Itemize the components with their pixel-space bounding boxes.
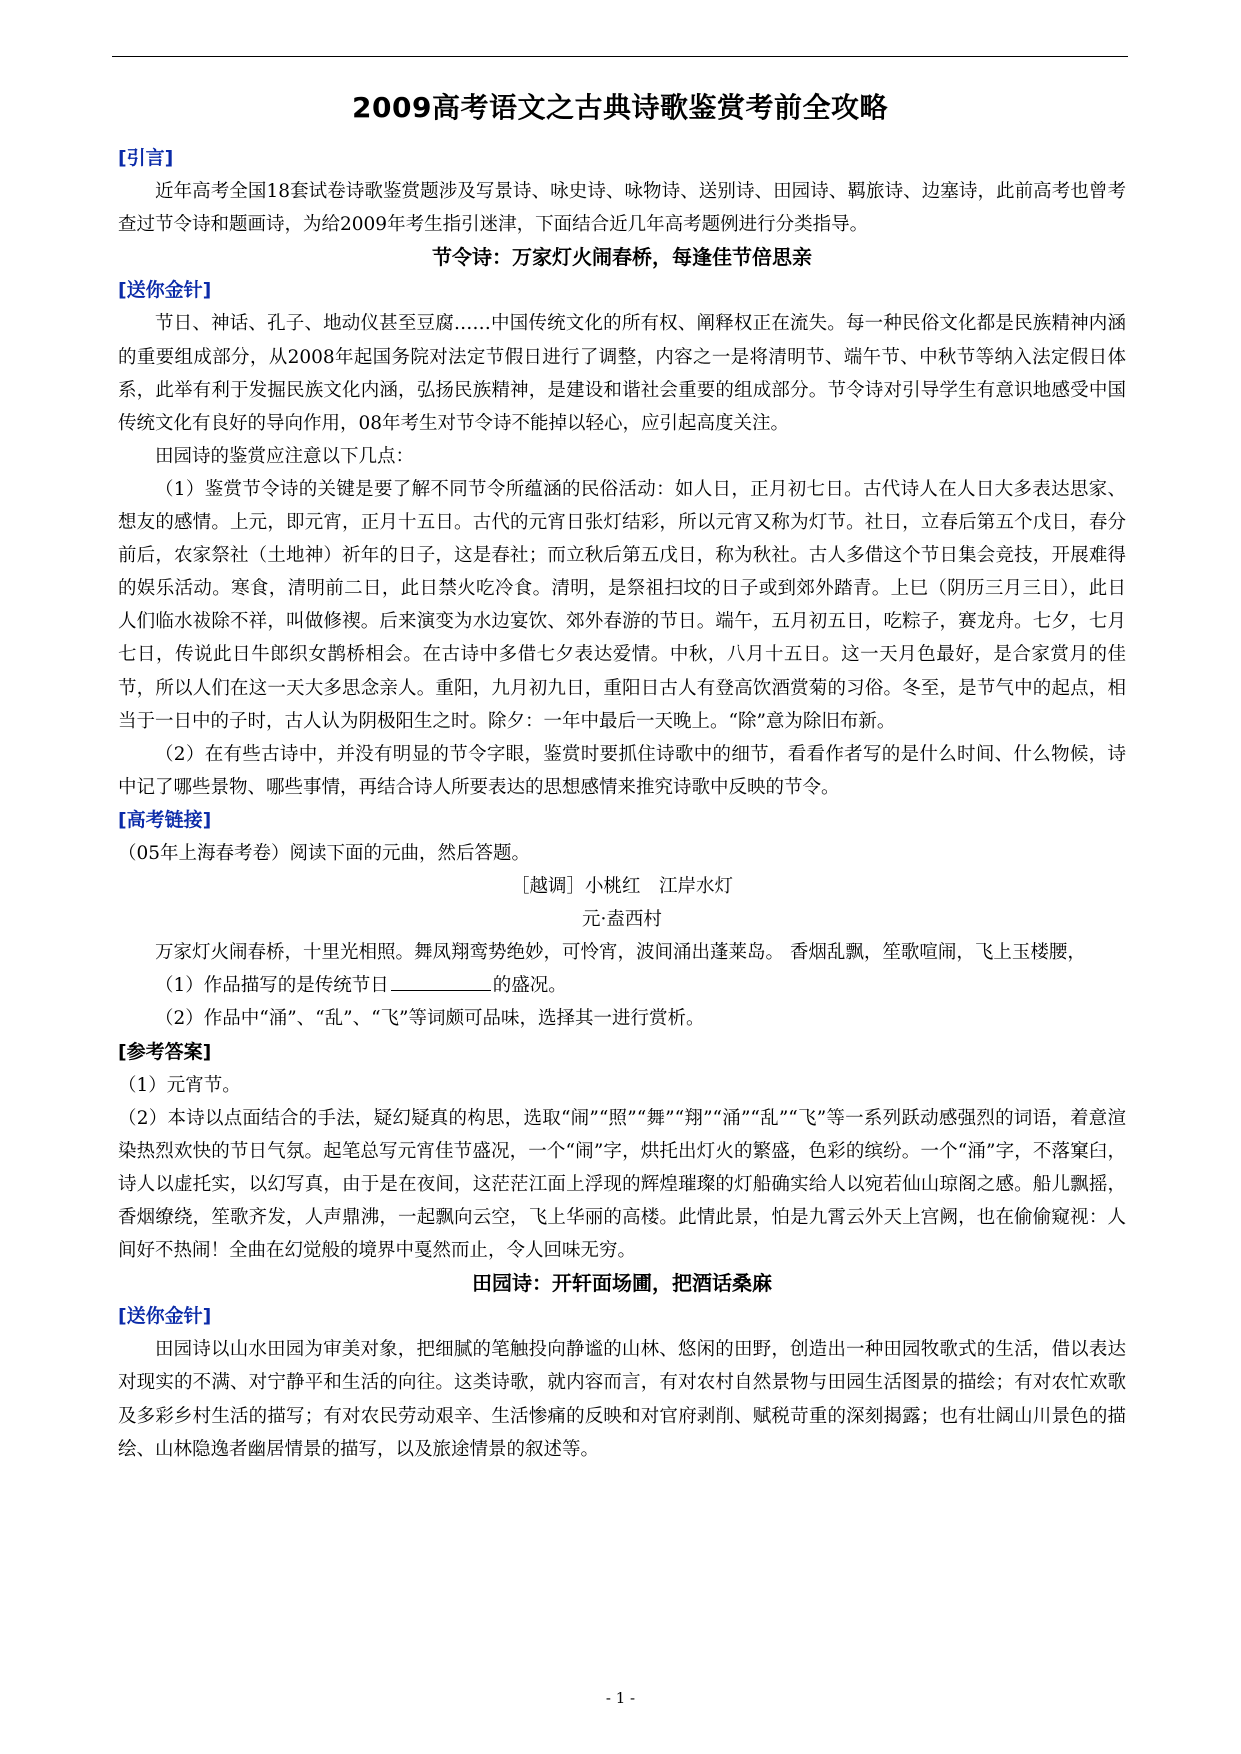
section1-tip-paragraph: 田园诗的鉴赏应注意以下几点： bbox=[155, 445, 415, 467]
intro-marker-label: [引言] bbox=[118, 147, 174, 169]
section1-link-marker-label: [高考链接] bbox=[118, 808, 212, 831]
section1-tip-paragraph: （1）鉴赏节令诗的关键是要了解不同节令所蕴涵的民俗活动：如人日，正月初七日。古代诗人在人日大多表达思家、想友的感情。上元，即元宵，正月十五日。古代的元宵日张灯结彩，所以元宵又称为灯节。社日，立春后第五个戊日，春分前后，农家祭社（土地神）祈年的日子，这是春社；而立秋后第五戊日，称为秋社。古人多借这个节日集会竞技，开展难得的娱乐活动。寒食，清明前二日，此日禁火吃冷食。清明，是祭祖扫坟的日子或到郊外踏青。上巳（阴历三月三日），此日人们临水祓除不祥，叫做修禊。后来演变为水边宴饮、郊外春游的节日。端午，五月初五日，吃粽子，赛龙舟。七夕，七月七日，传说此日牛郎织女鹊桥相会。在古诗中多借七夕表达爱情。中秋，八月十五日。这一天月色最好，是合家赏月的佳节，所以人们在这一天大多思念亲人。重阳，九月初九日，重阳日古人有登高饮酒赏菊的习俗。冬至，是节气中的起点，相当于一日中的子时，古人认为阴极阳生之时。除夕：一年中最后一天晚上。“除”意为除旧布新。 bbox=[118, 478, 1126, 732]
question-2: （2）作品中“涌”、“乱”、“飞”等词颇可品味，选择其一进行赏析。 bbox=[155, 1008, 705, 1030]
document-title: 2009高考语文之古典诗歌鉴赏考前全攻略 bbox=[352, 91, 888, 124]
answer-marker-label: [参考答案] bbox=[118, 1040, 212, 1063]
question-1 bbox=[118, 969, 1126, 1002]
section2-title: 田园诗：开轩面场圃，把酒话桑麻 bbox=[472, 1271, 772, 1296]
intro-paragraph: 近年高考全国18套试卷诗歌鉴赏题涉及写景诗、咏史诗、咏物诗、送别诗、田园诗、羁旅诗、边塞诗，此前高考也曾考查过节令诗和题画诗，为给2009年考生指引迷津，下面结合近几年高考题例进行分类指导。 bbox=[118, 181, 1126, 236]
section2-tip-marker-label: [送你金针] bbox=[118, 1305, 212, 1328]
answer-2: （2）本诗以点面结合的手法，疑幻疑真的构思，选取“闹”“照”“舞”“翔”“涌”“乱”“飞”等一系列跃动感强烈的词语，着意渲染热烈欢快的节日气氛。起笔总写元宵佳节盛况，一个“闹”字，烘托出灯火的繁盛，色彩的缤纷。一个“涌”字，不落窠臼，诗人以虚托实，以幻写真，由于是在夜间，这茫茫江面上浮现的辉煌璀璨的灯船确实给人以宛若仙山琼阁之感。船儿飘摇，香烟缭绕，笙歌齐发，人声鼎沸，一起飘向云空，飞上华丽的高楼。此情此景，怕是九霄云外天上宫阙，也在偷偷窥视：人间好不热闹！全曲在幻觉般的境界中戛然而止，令人回味无穷。 bbox=[118, 1107, 1126, 1262]
question-1-before: （1）作品描写的是传统节日 bbox=[155, 975, 389, 997]
answer-blank bbox=[391, 972, 491, 991]
poem-title: ［越调］小桃红 江岸水灯 bbox=[510, 876, 733, 898]
section1-tip-paragraph: （2）在有些古诗中，并没有明显的节令字眼，鉴赏时要抓住诗歌中的细节，看看作者写的是什么时间、什么物候，诗中记了哪些景物、哪些事情，再结合诗人所要表达的思想感情来推究诗歌中反映的节令。 bbox=[118, 743, 1126, 798]
section2-tip-marker bbox=[118, 1300, 1126, 1333]
answer-1: （1）元宵节。 bbox=[118, 1074, 241, 1096]
answer-marker bbox=[118, 1036, 1126, 1069]
section1-link-marker bbox=[118, 804, 1126, 837]
page-number: - 1 - bbox=[605, 1689, 636, 1707]
poem-text: 万家灯火闹春桥，十里光相照。舞凤翔鸾势绝妙，可怜宵，波间涌出蓬莱岛。 香烟乱飘，笙歌喧闹，飞上玉楼腰， bbox=[155, 942, 1086, 964]
question-1-after: 的盛况。 bbox=[492, 975, 567, 997]
section1-title: 节令诗：万家灯火闹春桥，每逢佳节倍思亲 bbox=[432, 245, 812, 270]
intro-marker bbox=[118, 142, 1126, 175]
section2-tip-paragraph: 田园诗以山水田园为审美对象，把细腻的笔触投向静谧的山林、悠闲的田野，创造出一种田园牧歌式的生活，借以表达对现实的不满、对宁静平和生活的向往。这类诗歌，就内容而言，有对农村自然景物与田园生活图景的描绘；有对农忙欢歌及多彩乡村生活的描写；有对农民劳动艰辛、生活惨痛的反映和对官府剥削、赋税苛重的深刻揭露；也有壮阔山川景色的描绘、山林隐逸者幽居情景的描写，以及旅途情景的叙述等。 bbox=[118, 1339, 1126, 1460]
poem-author: 元·盍西村 bbox=[582, 909, 662, 931]
section1-tip-marker-label: [送你金针] bbox=[118, 279, 212, 302]
section1-tip-marker bbox=[118, 274, 1126, 307]
document-body bbox=[118, 142, 1126, 1466]
section1-tip-paragraph: 节日、神话、孔子、地动仪甚至豆腐……中国传统文化的所有权、阐释权正在流失。每一种民俗文化都是民族精神内涵的重要组成部分，从2008年起国务院对法定节假日进行了调整，内容之一是将清明节、端午节、中秋节等纳入法定假日体系，此举有利于发掘民族文化内涵，弘扬民族精神，是建设和谐社会重要的组成部分。节令诗对引导学生有意识地感受中国传统文化有良好的导向作用，08年考生对节令诗不能掉以轻心，应引起高度关注。 bbox=[118, 313, 1126, 434]
header-rule bbox=[112, 56, 1128, 57]
exam-source: （05年上海春考卷）阅读下面的元曲，然后答题。 bbox=[118, 842, 531, 864]
